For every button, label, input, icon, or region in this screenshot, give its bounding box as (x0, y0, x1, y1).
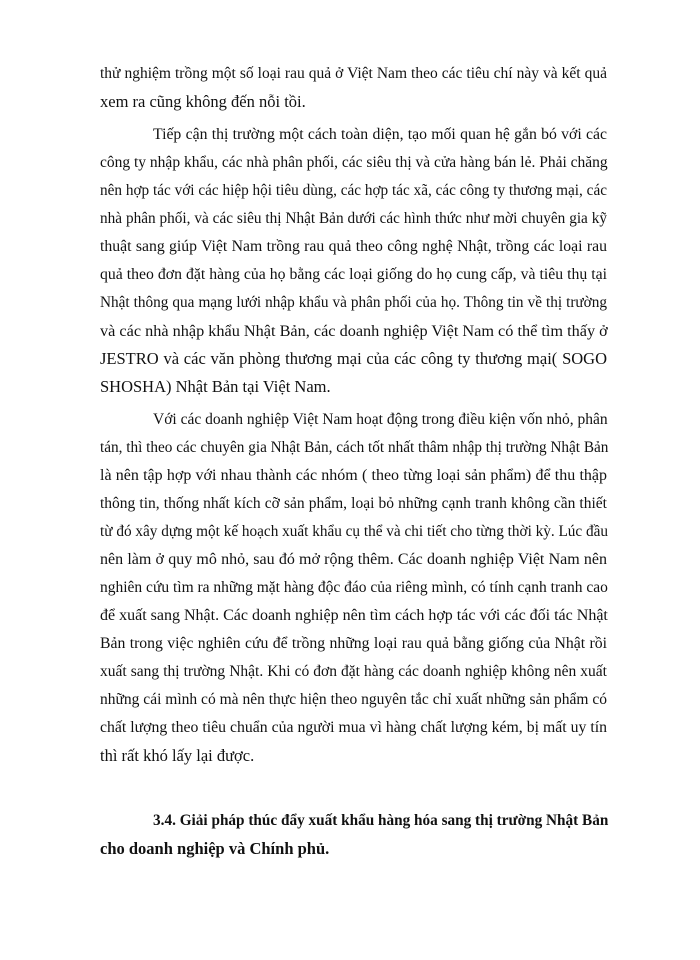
text-line: từ đó xây dựng một kế hoạch xuất khẩu cụ thể và chi tiết cho từng thời kỳ. Lúc đầu (100, 523, 609, 540)
text-line: là nên tập hợp với nhau thành các nhóm ( theo từng loại sản phẩm) để thu thập (100, 467, 607, 484)
text-line: chất lượng theo tiêu chuẩn của người mua vì hàng chất lượng kém, bị mất uy tín (100, 719, 607, 736)
text-line: thử nghiệm trồng một số loại rau quả ở Việt Nam theo các tiêu chí này và kết quả (100, 65, 607, 82)
text-line: nên làm ở quy mô nhỏ, sau đó mở rộng thêm. Các doanh nghiệp Việt Nam nên (100, 551, 607, 568)
text-line: Nhật thông qua mạng lưới nhập khẩu và phân phối của họ. Thông tin về thị trường (100, 294, 607, 311)
text-line: thông tin, thống nhất kích cỡ sản phẩm, loại bỏ những cạnh tranh không cần thiết (100, 495, 607, 512)
text-line: quả theo đơn đặt hàng của họ bằng các loại giống do họ cung cấp, và tiêu thụ tại (100, 266, 607, 283)
text-line: Với các doanh nghiệp Việt Nam hoạt động trong điều kiện vốn nhỏ, phân (153, 411, 608, 428)
text-line: xuất sang thị trường Nhật. Khi có đơn đặt hàng các doanh nghiệp không nên xuất (100, 663, 607, 680)
text-line: xem ra cũng không đến nỗi tồi. (100, 92, 306, 111)
text-line: công ty nhập khẩu, các nhà phân phối, các siêu thị và cửa hàng bán lẻ. Phải chăng (100, 154, 608, 171)
text-line: những cái mình có mà nên thực hiện theo nguyên tắc chỉ xuất những sản phẩm có (100, 691, 607, 708)
text-line: nhà phân phối, và các siêu thị Nhật Bản dưới các hình thức như mời chuyên gia kỹ (100, 210, 607, 227)
text-line: để xuất sang Nhật. Các doanh nghiệp nên tìm cách hợp tác với các đối tác Nhật (100, 607, 608, 624)
text-line: Tiếp cận thị trường một cách toàn diện, tạo mối quan hệ gắn bó với các (153, 126, 607, 143)
text-line: và các nhà nhập khẩu Nhật Bản, các doanh nghiệp Việt Nam có thể tìm thấy ở (100, 322, 608, 340)
text-line: Bản trong việc nghiên cứu để trồng những loại rau quả bằng giống của Nhật rồi (100, 635, 607, 652)
text-line: SHOSHA) Nhật Bản tại Việt Nam. (100, 377, 331, 396)
text-line: JESTRO và các văn phòng thương mại của các công ty thương mại( SOGO (100, 349, 607, 368)
text-line: nên hợp tác với các hiệp hội tiêu dùng, các hợp tác xã, các công ty thương mại, các (100, 182, 607, 199)
text-line: thì rất khó lấy lại được. (100, 746, 255, 765)
heading-line: 3.4. Giải pháp thúc đẩy xuất khẩu hàng hóa sang thị trường Nhật Bản (153, 812, 609, 829)
text-line: tán, thì theo các chuyên gia Nhật Bản, cách tốt nhất thâm nhập thị trường Nhật Bản (100, 439, 609, 456)
heading-line: cho doanh nghiệp và Chính phủ. (100, 839, 330, 858)
text-line: thuật sang giúp Việt Nam trồng rau quả theo công nghệ Nhật, trồng các loại rau (100, 238, 607, 255)
text-line: nghiên cứu tìm ra những mặt hàng độc đáo của riêng mình, có tính cạnh tranh cao (100, 579, 608, 596)
